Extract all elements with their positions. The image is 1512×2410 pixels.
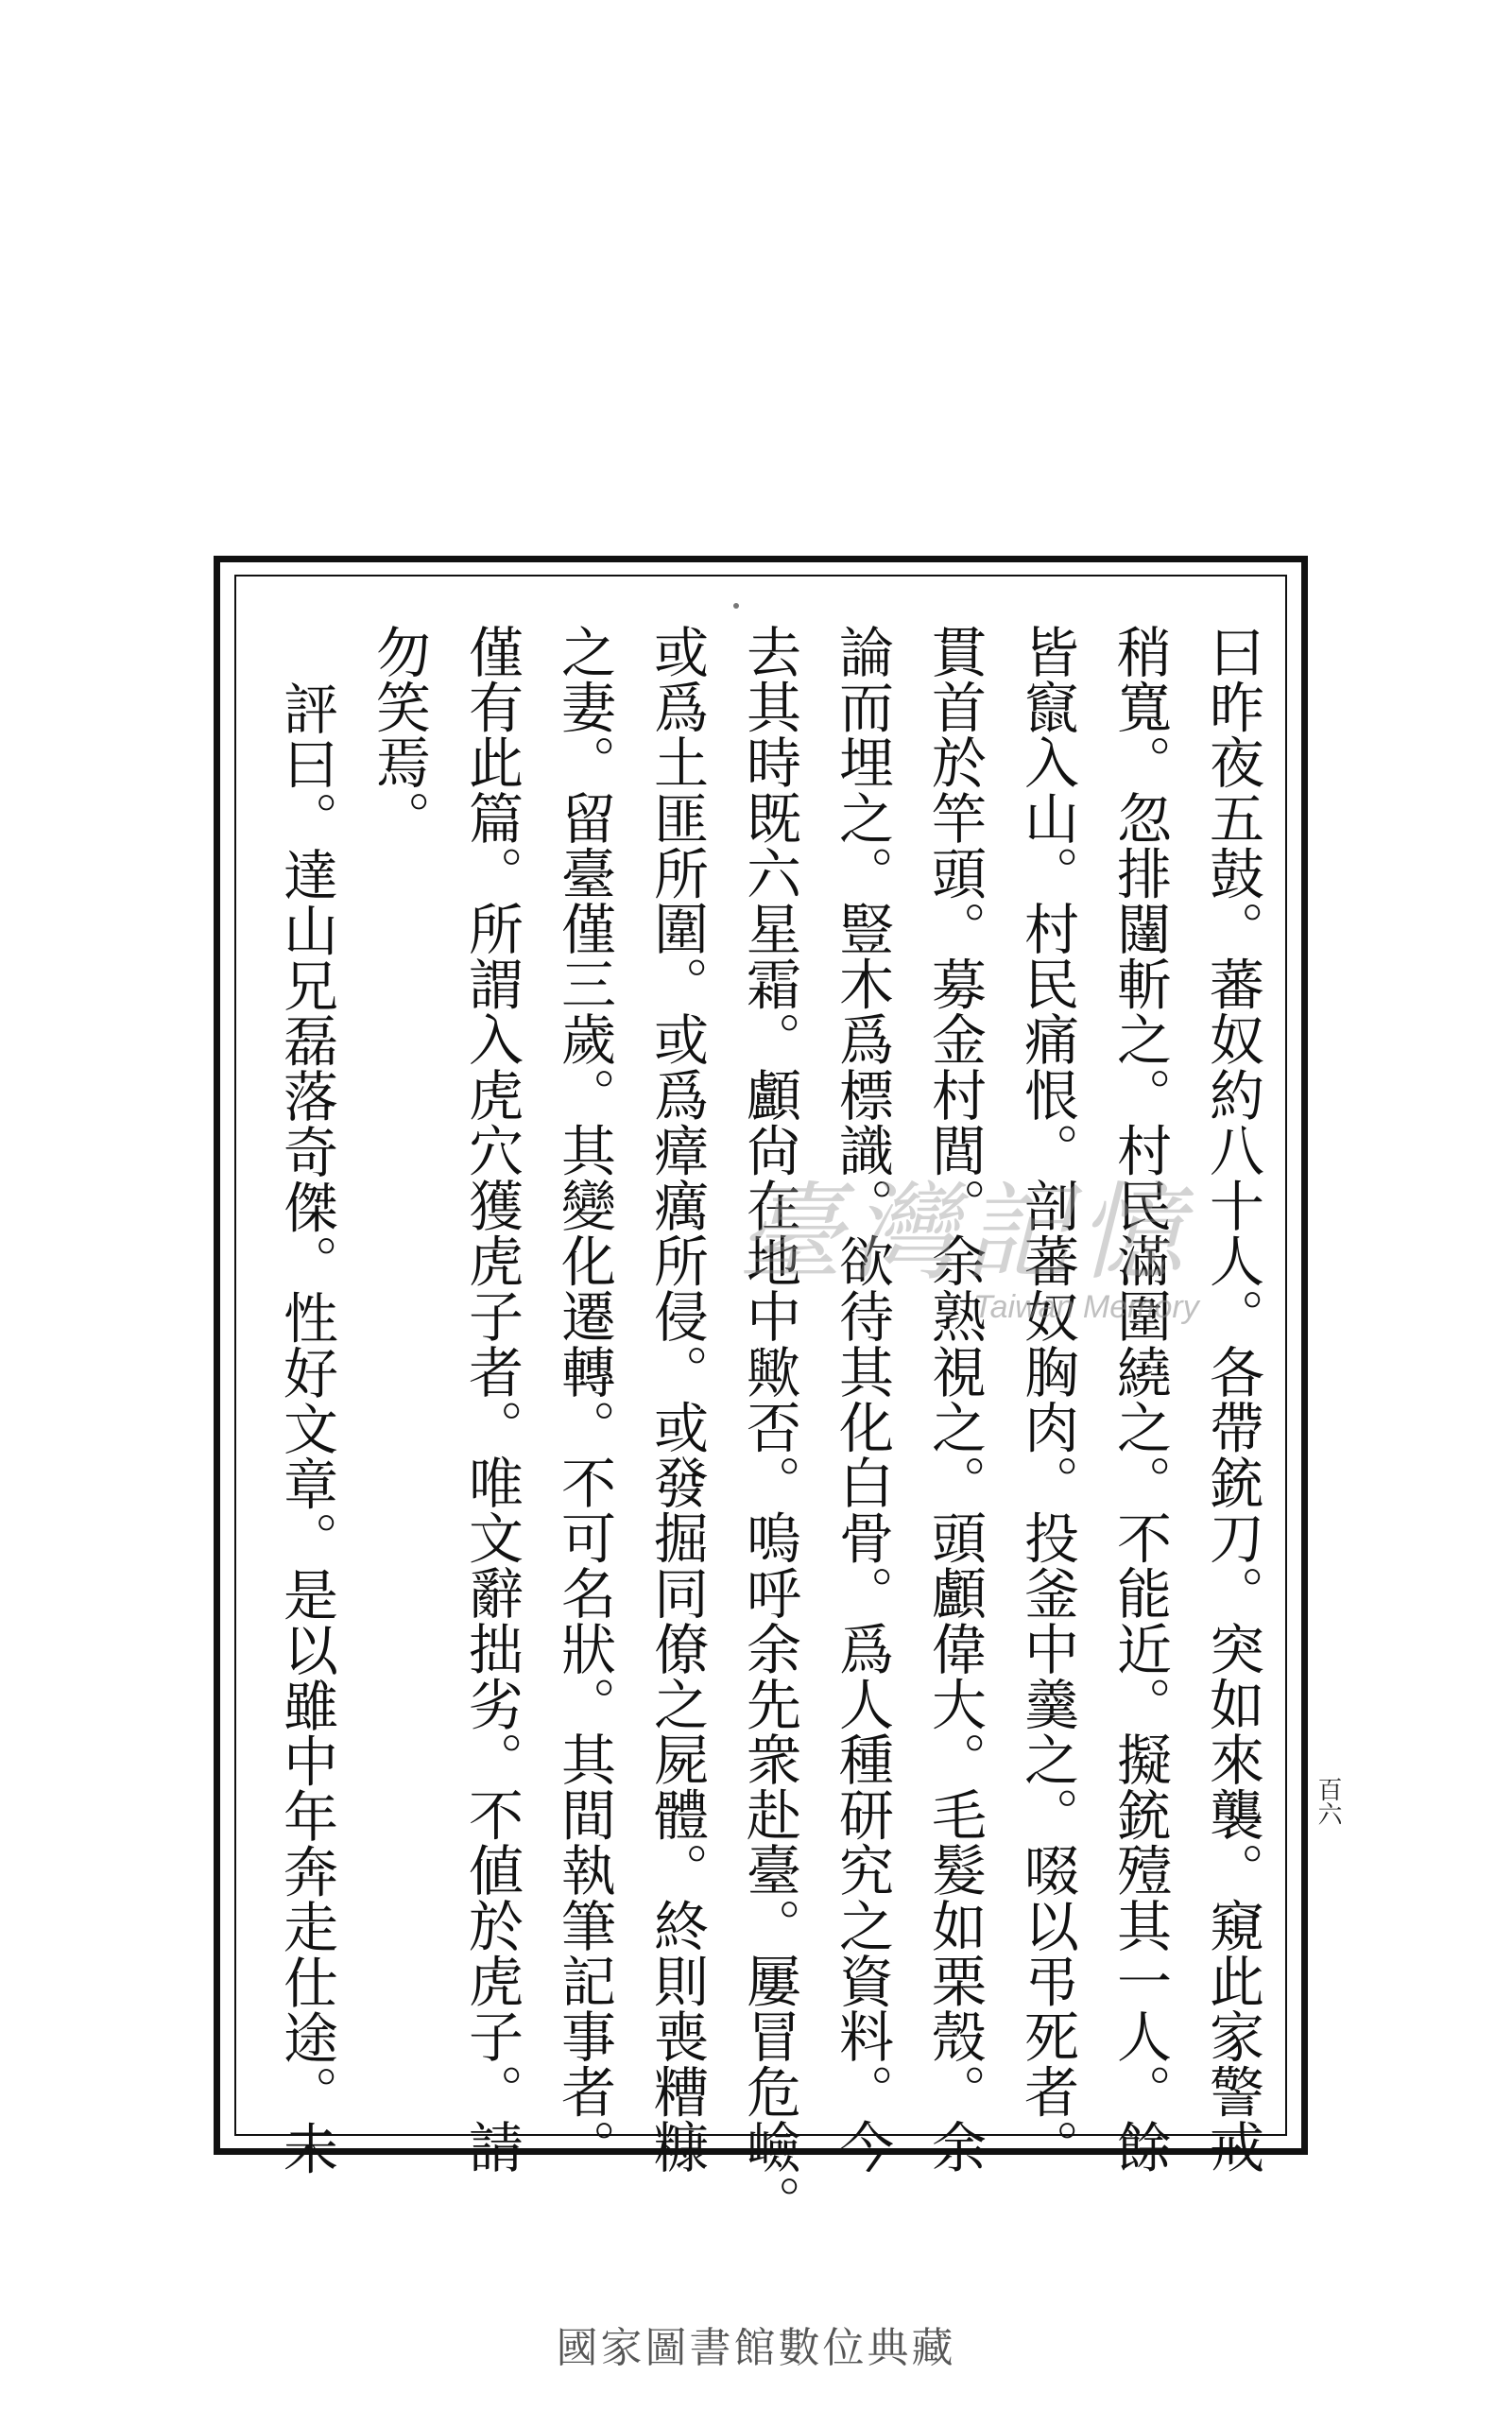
text-column-10: 勿笑焉。 bbox=[367, 624, 431, 846]
text-column-1: 曰昨夜五鼓。蕃奴約八十人。各帶銃刀。突如來襲。窺此家警戒 bbox=[1200, 624, 1264, 2175]
library-caption: 國家圖書館數位典藏 bbox=[556, 2324, 956, 2372]
text-column-3: 皆竄入山。村民痛恨。剖蕃奴胸肉。投釜中羹之。啜以弔死者。 bbox=[1015, 624, 1079, 2175]
text-column-4: 貫首於竿頭。募金村閭。余熟視之。頭顱偉大。毛髮如栗殼。余 bbox=[922, 624, 987, 2175]
text-column-6: 去其時既六星霜。顱尙在地中歟否。嗚呼余先衆赴臺。屢冒危嶮。 bbox=[737, 624, 801, 2230]
text-column-9: 僅有此篇。所謂入虎穴獲虎子者。唯文辭拙劣。不値於虎子。請 bbox=[459, 624, 524, 2175]
text-column-8: 之妻。留臺僅三歲。其變化遷轉。不可名狀。其間執筆記事者。 bbox=[552, 624, 616, 2175]
ink-speck bbox=[733, 603, 739, 609]
watermark-chinese: 臺灣記憶 bbox=[737, 1172, 1191, 1295]
text-column-5: 論而埋之。豎木爲標識。欲待其化白骨。爲人種研究之資料。今 bbox=[830, 624, 894, 2175]
watermark-english: Taiwan Memory bbox=[973, 1289, 1199, 1325]
commentary-column: 評曰。達山兄磊落奇傑。性好文章。是以雖中年奔走仕途。未 bbox=[274, 680, 338, 2177]
text-column-2: 稍寬。忽排闥斬之。村民滿圍繞之。不能近。擬銃殪其一人。餘 bbox=[1108, 624, 1172, 2175]
text-column-7: 或爲土匪所圍。或爲瘴癘所侵。或發掘同僚之屍體。終則喪糟糠 bbox=[644, 624, 709, 2175]
page-number: 百六 bbox=[1314, 1777, 1342, 1826]
